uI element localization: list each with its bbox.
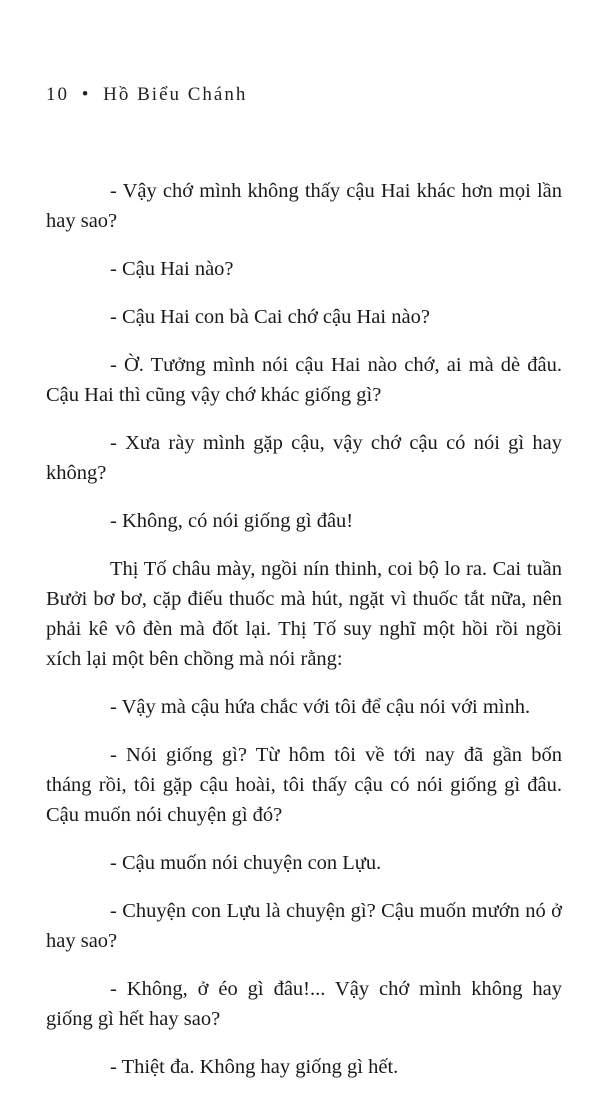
running-header [46, 84, 247, 106]
paragraph: - Xưa rày mình gặp cậu, vậy chớ cậu có nói gì hay không? [46, 432, 562, 484]
paragraph: - Cậu muốn nói chuyện con Lựu. [110, 852, 382, 874]
author-name: Hồ Biểu Chánh [103, 84, 248, 105]
paragraph: - Cậu Hai con bà Cai chớ cậu Hai nào? [110, 306, 430, 328]
paragraph: - Ờ. Tưởng mình nói cậu Hai nào chớ, ai mà dè đâu. Cậu Hai thì cũng vậy chớ khác giống gì? [46, 354, 562, 406]
page-number: 10 [46, 84, 69, 105]
paragraph: - Không, ở éo gì đâu!... Vậy chớ mình không hay giống gì hết hay sao? [46, 978, 562, 1030]
paragraph: - Cậu Hai nào? [110, 258, 234, 280]
paragraph: Thị Tố châu mày, ngồi nín thinh, coi bộ lo ra. Cai tuần Bưởi bơ bơ, cặp điếu thuốc mà hút, ngặt vì thuốc tắt nữa, nên phải kê vô đèn mà đốt lại. Thị Tố suy nghĩ một hồi rồi ngồi xích lại một bên chồng mà nói rằng: [46, 558, 562, 670]
paragraph: - Vậy chớ mình không thấy cậu Hai khác hơn mọi lần hay sao? [46, 180, 562, 232]
body-text [46, 176, 562, 1100]
paragraph: - Không, có nói giống gì đâu! [110, 510, 354, 532]
header-separator: • [81, 84, 91, 105]
paragraph: - Thiệt đa. Không hay giống gì hết. [110, 1056, 399, 1078]
paragraph: - Vậy mà cậu hứa chắc với tôi để cậu nói với mình. [110, 696, 531, 718]
paragraph: - Nói giống gì? Từ hôm tôi về tới nay đã gần bốn tháng rồi, tôi gặp cậu hoài, tôi thấy cậu có nói giống gì đâu. Cậu muốn nói chuyện gì đó? [46, 744, 562, 826]
paragraph: - Chuyện con Lựu là chuyện gì? Cậu muốn mướn nó ở hay sao? [46, 900, 562, 952]
